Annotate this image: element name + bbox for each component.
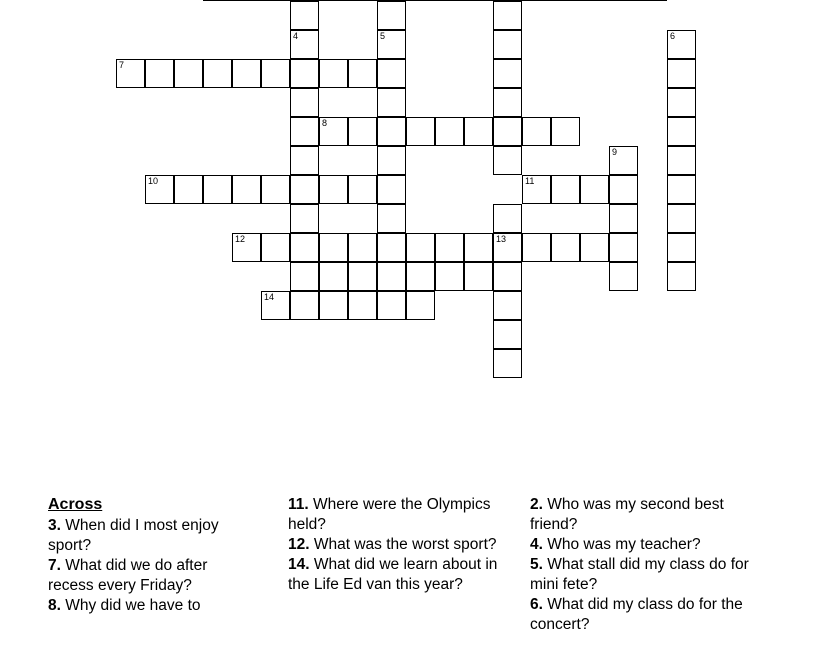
clues-column-3 [530,495,760,635]
crossword-cell[interactable] [348,175,377,204]
crossword-cell[interactable] [493,262,522,291]
crossword-cell[interactable] [145,59,174,88]
clue-text: What did my class do for the concert? [530,596,743,633]
crossword-cell[interactable] [319,233,348,262]
crossword-cell[interactable] [522,233,551,262]
crossword-cell[interactable] [406,262,435,291]
clue-number: 3. [48,517,61,534]
crossword-cell[interactable] [493,233,522,262]
crossword-cell[interactable] [203,0,232,1]
crossword-cell[interactable] [493,349,522,378]
clue-number: 12. [288,536,310,553]
crossword-cell[interactable] [493,291,522,320]
crossword-cell[interactable] [435,262,464,291]
clue-text: What did we do after recess every Friday? [48,557,208,594]
clue-item [48,516,253,556]
crossword-cell[interactable] [290,204,319,233]
clue-number: 6. [530,596,543,613]
crossword-cell[interactable] [319,262,348,291]
crossword-cell[interactable] [493,117,522,146]
crossword-cell[interactable] [290,175,319,204]
crossword-cell[interactable] [551,0,580,1]
cell-number: 13 [496,234,507,244]
cell-number: 4 [293,31,299,41]
crossword-cell[interactable] [551,175,580,204]
crossword-cell[interactable] [609,146,638,175]
clue-text: When did I most enjoy sport? [48,517,219,554]
crossword-cell[interactable] [493,59,522,88]
crossword-cell[interactable] [377,88,406,117]
clue-list-1 [48,516,253,616]
crossword-cell[interactable] [377,30,406,59]
crossword-cell[interactable] [290,1,319,30]
crossword-cell[interactable] [377,1,406,30]
crossword-cell[interactable] [580,175,609,204]
crossword-cell[interactable] [232,233,261,262]
clues-column-2 [288,495,513,595]
clue-text: What was the worst sport? [309,536,497,553]
crossword-cell[interactable] [377,117,406,146]
clue-item [530,555,760,595]
crossword-cell[interactable] [203,59,232,88]
crossword-cell[interactable] [667,233,696,262]
crossword-cell[interactable] [377,291,406,320]
clue-text: Who was my teacher? [542,536,701,553]
crossword-cell[interactable] [261,175,290,204]
crossword-cell[interactable] [638,0,667,1]
crossword-cell[interactable] [348,262,377,291]
crossword-cell[interactable] [348,233,377,262]
clue-item [288,535,513,555]
crossword-cell[interactable] [609,204,638,233]
crossword-cell[interactable] [435,117,464,146]
crossword-cell[interactable] [667,59,696,88]
clue-item [48,556,253,596]
clues-column-across [48,495,253,616]
clue-text: What stall did my class do for mini fete? [530,556,749,593]
crossword-cell[interactable] [377,262,406,291]
crossword-cell[interactable] [290,59,319,88]
crossword-cell[interactable] [667,262,696,291]
clue-number: 4. [530,536,543,553]
crossword-cell[interactable] [406,291,435,320]
crossword-cell[interactable] [377,59,406,88]
cell-number: 7 [119,60,125,70]
clue-list-2 [288,495,513,595]
crossword-cell[interactable] [464,117,493,146]
crossword-cell[interactable] [116,59,145,88]
crossword-cell[interactable] [580,0,609,1]
crossword-cell[interactable] [290,88,319,117]
clue-list-3 [530,495,760,635]
cell-number: 6 [670,31,676,41]
crossword-cell[interactable] [261,291,290,320]
crossword-cell[interactable] [290,117,319,146]
crossword-cell[interactable] [406,117,435,146]
crossword-cell[interactable] [174,175,203,204]
clue-text: Why did we have to [60,597,201,614]
crossword-cell[interactable] [667,30,696,59]
clue-item [288,555,513,595]
crossword-cell[interactable] [290,291,319,320]
crossword-cell[interactable] [261,59,290,88]
crossword-cell[interactable] [522,175,551,204]
clue-item [530,495,760,535]
crossword-cell[interactable] [609,262,638,291]
crossword-cell[interactable] [580,233,609,262]
crossword-cell[interactable] [609,175,638,204]
crossword-cell[interactable] [377,146,406,175]
clue-number: 14. [288,556,310,573]
clue-item [530,535,760,555]
crossword-cell[interactable] [493,1,522,30]
crossword-cell[interactable] [319,291,348,320]
cell-number: 12 [235,234,246,244]
crossword-cell[interactable] [464,233,493,262]
clue-number: 8. [48,597,61,614]
crossword-cell[interactable] [522,0,551,1]
crossword-cell[interactable] [667,175,696,204]
clue-item [530,595,760,635]
crossword-cell[interactable] [290,146,319,175]
cell-number: 14 [264,292,275,302]
crossword-cell[interactable] [319,117,348,146]
crossword-cell[interactable] [435,0,464,1]
crossword-cell[interactable] [319,59,348,88]
crossword-cell[interactable] [377,233,406,262]
cell-number: 9 [612,147,618,157]
crossword-cell[interactable] [464,262,493,291]
crossword-cell[interactable] [319,0,348,1]
crossword-cell[interactable] [145,175,174,204]
clue-number: 2. [530,496,543,513]
crossword-cell[interactable] [406,0,435,1]
crossword-cell[interactable] [406,233,435,262]
crossword-cell[interactable] [174,59,203,88]
crossword-cell[interactable] [551,117,580,146]
crossword-cell[interactable] [348,59,377,88]
crossword-cell[interactable] [667,117,696,146]
crossword-cell[interactable] [493,88,522,117]
crossword-cell[interactable] [203,175,232,204]
clue-item [288,495,513,535]
crossword-cell[interactable] [232,59,261,88]
crossword-cell[interactable] [493,30,522,59]
crossword-cell[interactable] [435,233,464,262]
crossword-cell[interactable] [290,262,319,291]
crossword-cell[interactable] [609,233,638,262]
crossword-cell[interactable] [493,146,522,175]
crossword-cell[interactable] [464,0,493,1]
crossword-cell[interactable] [493,204,522,233]
across-heading: Across [48,496,103,513]
crossword-cell[interactable] [348,291,377,320]
cell-number: 10 [148,176,159,186]
crossword-cell[interactable] [493,320,522,349]
crossword-cell[interactable] [377,175,406,204]
clue-text: Who was my second best friend? [530,496,724,533]
clue-number: 5. [530,556,543,573]
crossword-cell[interactable] [232,175,261,204]
crossword-cell[interactable] [261,233,290,262]
crossword-cell[interactable] [551,233,580,262]
crossword-cell[interactable] [667,88,696,117]
clues-area [0,495,816,660]
cell-number: 8 [322,118,328,128]
crossword-cell[interactable] [261,0,290,1]
crossword-cell[interactable] [377,204,406,233]
cell-number: 5 [380,31,386,41]
cell-number: 11 [525,176,535,186]
crossword-cell[interactable] [232,0,261,1]
crossword-cell[interactable] [522,117,551,146]
crossword-cell[interactable] [290,30,319,59]
clue-number: 11. [288,496,309,513]
crossword-cell[interactable] [319,175,348,204]
clue-text: What did we learn about in the Life Ed van this year? [288,556,498,593]
crossword-cell[interactable] [348,117,377,146]
clue-number: 7. [48,557,61,574]
crossword-cell[interactable] [667,146,696,175]
clue-text: Where were the Olympics held? [288,496,491,533]
crossword-cell[interactable] [290,233,319,262]
clue-item [48,596,253,616]
crossword-cell[interactable] [609,0,638,1]
crossword-cell[interactable] [667,204,696,233]
crossword-cell[interactable] [348,0,377,1]
